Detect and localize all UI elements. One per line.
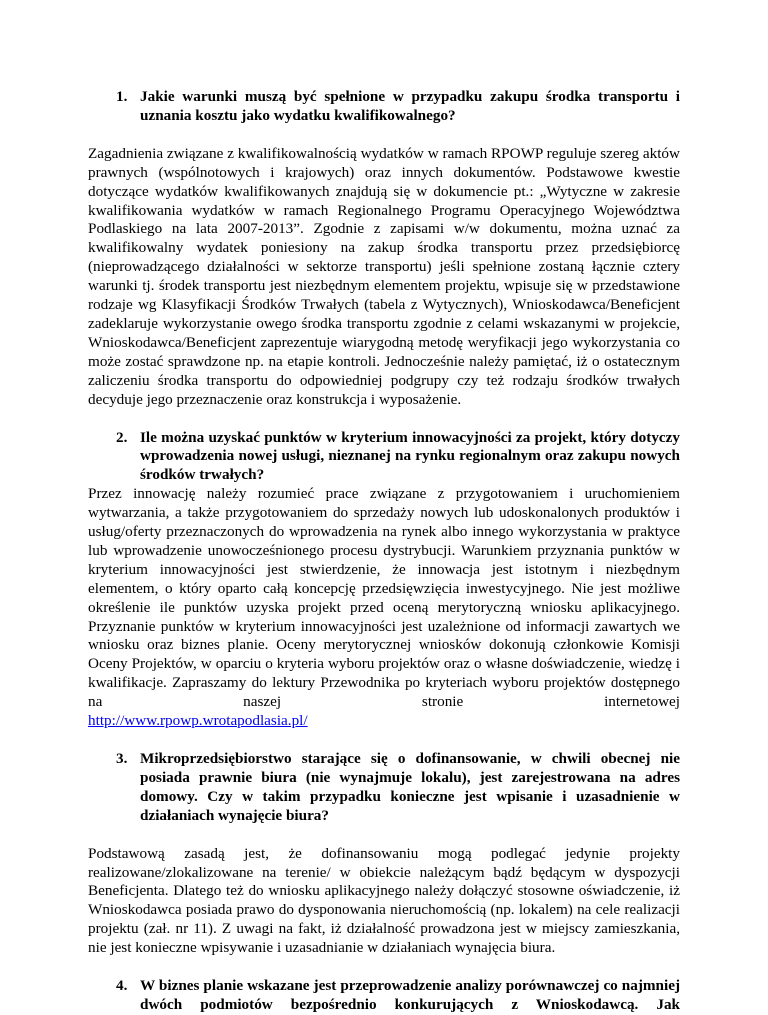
question-number: 4. bbox=[116, 977, 128, 995]
answer-3: Podstawową zasadą jest, że dofinansowaniu mogą podlegać jedynie projekty realizowane/zlokalizowane na terenie/ w obiekcie należącym bądź będącym w dyspozycji Beneficjenta. Dlatego też do wniosku aplikacyjnego należy dołączyć stosowne oświadczenie, iż Wnioskodawca posiada prawo do dysponowania nieruchomością (np. lokalem) na cele realizacji projektu (zał. nr 11). Z uwagi na fakt, iż działalność prowadzona jest w miejscy zamieszkania, nie jest konieczne wpisywanie i uzasadnianie w działaniach wynajęcia biura. bbox=[88, 844, 680, 957]
question-text: Jakie warunki muszą być spełnione w przypadku zakupu środka transportu i uznania kosztu jako wydatku kwalifikowalnego? bbox=[140, 88, 680, 124]
question-3 bbox=[116, 750, 680, 826]
website-link-line bbox=[88, 712, 680, 731]
question-text: W biznes planie wskazane jest przeprowadzenie analizy porównawczej co najmniej dwóch podmiotów bezpośrednio konkurujących z Wnioskodawcą. Jak bbox=[140, 977, 680, 1013]
question-2 bbox=[116, 429, 680, 486]
website-link[interactable]: http://www.rpowp.wrotapodlasia.pl/ bbox=[88, 712, 308, 730]
question-number: 1. bbox=[116, 88, 128, 105]
question-number: 3. bbox=[116, 750, 128, 767]
answer-1: Zagadnienia związane z kwalifikowalnością wydatków w ramach RPOWP reguluje szereg aktów prawnych (wspólnotowych i krajowych) oraz innych dokumentów. Podstawowe kwestie dotyczące wydatków kwalifikowanych znajdują się w dokumencie pt.: „Wytyczne w zakresie kwalifikowania wydatków w ramach Regionalnego Programu Operacyjnego Województwa Podlaskiego na lata 2007-2013”. Zgodnie z zapisami w/w dokumentu, można uznać za kwalifikowalny wydatek poniesiony na zakup środka transportu przez przedsiębiorcę (nieprowadzącego działalności w sektorze transportu) jeśli spełnione zostaną łącznie cztery warunki tj. środek transportu jest niezbędnym elementem projektu, wpisuje się w przedstawione rodzaje wg Klasyfikacji Środków Trwałych (tabela z Wytycznych), Wnioskodawca/Beneficjent zadeklaruje wykorzystanie owego środka transportu zgodnie z celami wskazanymi w projekcie, Wnioskodawca/Beneficjent zaprezentuje wiarygodną metodę weryfikacji jego wykorzystania co może zostać sprawdzone np. na etapie kontroli. Jednocześnie należy pamiętać, iż o ostatecznym zaliczeniu środka transportu do odpowiedniej podgrupy czy też rodzaju środków trwałych decyduje jego przeznaczenie oraz konstrukcja i wyposażenie. bbox=[88, 144, 680, 408]
question-1 bbox=[116, 88, 680, 126]
question-number: 2. bbox=[116, 428, 128, 446]
question-4 bbox=[116, 977, 680, 1015]
answer-2: Przez innowację należy rozumieć prace związane z przygotowaniem i uruchomieniem wytwarzania, a także przygotowaniem do sprzedaży nowych lub udoskonalonych produktów i usług/oferty przeznaczonych do wprowadzenia na rynek albo innego wykorzystania w praktyce lub wprowadzenie unowocześnionego procesu dystrybucji. Warunkiem przyznania punktów w kryterium innowacyjności jest stwierdzenie, że innowacja jest istotnym i niezbędnym elementem, o który oparto całą koncepcję przedsięwzięcia inwestycyjnego. Nie jest możliwe określenie ile punktów uzyska projekt przed oceną merytoryczną wniosku aplikacyjnego. Przyznanie punktów w kryterium innowacyjności jest uzależnione od informacji zawartych we wniosku oraz biznes planie. Oceny merytorycznej wniosków dokonują członkowie Komisji Oceny Projektów, w oparciu o kryteria wyboru projektów oraz o własne doświadczenie, wiedzę i kwalifikacje. Zapraszamy do lektury Przewodnika po kryteriach wyboru projektów dostępnego na naszej stronie internetowej bbox=[88, 485, 680, 711]
question-text: Ile można uzyskać punktów w kryterium innowacyjności za projekt, który dotyczy wprowadzenia nowej usługi, nieznanej na rynku regionalnym oraz zakupu nowych środków trwałych? bbox=[140, 428, 680, 484]
question-text: Mikroprzedsiębiorstwo starające się o dofinansowanie, w chwili obecnej nie posiada prawnie biura (nie wynajmuje lokalu), jest zarejestrowana na adres domowy. Czy w takim przypadku konieczne jest wpisanie i uzasadnienie w działaniach wynajęcie biura? bbox=[140, 750, 680, 824]
